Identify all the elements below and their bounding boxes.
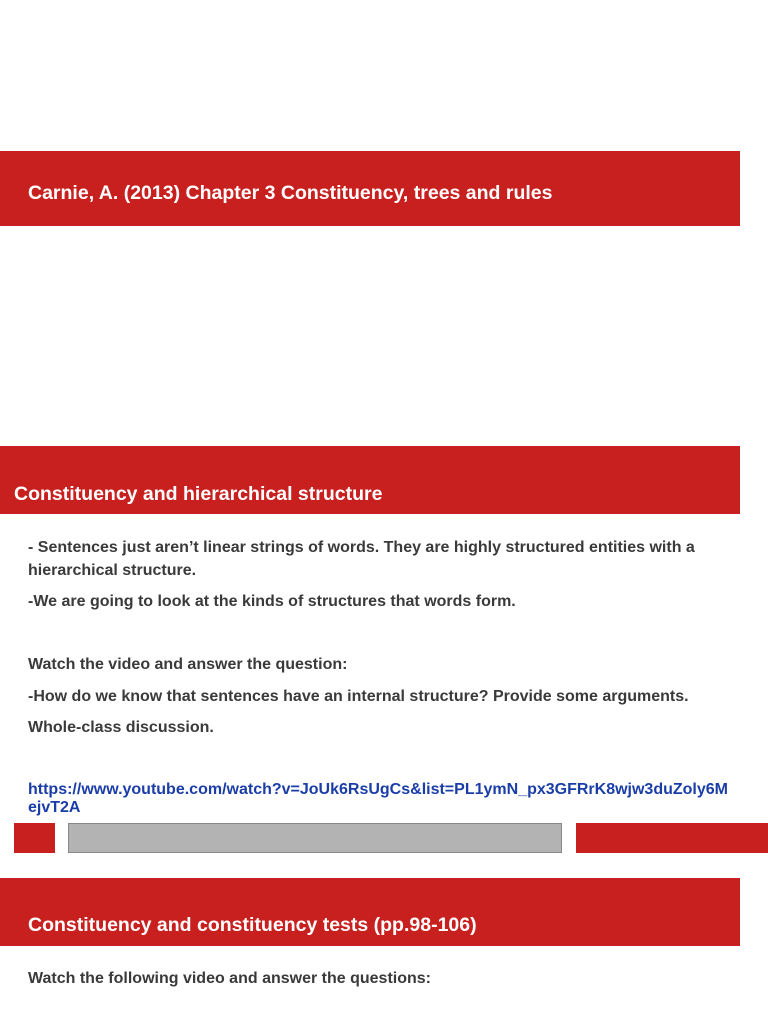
paragraph-structures: -We are going to look at the kinds of structures that words form. [28, 593, 516, 610]
paragraph-discussion: Whole-class discussion. [28, 719, 214, 736]
section-title: Constituency and hierarchical structure [14, 482, 383, 505]
paragraph-watch-video: Watch the video and answer the question: [28, 656, 348, 673]
paragraph-sentences: - Sentences just aren’t linear strings of words. They are highly structured entities with a hierarchical structure. [28, 539, 695, 579]
section-banner-chapter [0, 151, 740, 226]
section-banner-hierarchical-structure [0, 446, 740, 514]
paragraph-watch-following-video: Watch the following video and answer the questions: [28, 970, 431, 987]
video-player-bar[interactable] [68, 823, 562, 853]
section-title: Constituency and constituency tests (pp.98-106) [28, 913, 477, 936]
section-title: Carnie, A. (2013) Chapter 3 Constituency, trees and rules [28, 182, 553, 204]
paragraph-question: -How do we know that sentences have an internal structure? Provide some arguments. [28, 688, 689, 705]
section-banner-constituency-tests [0, 878, 740, 946]
video-link[interactable]: https://www.youtube.com/watch?v=JoUk6RsUgCs&list=PL1ymN_px3GFRrK8wjw3duZoly6MejvT2A [28, 781, 728, 816]
video-player-left-block [14, 823, 55, 853]
video-player-right-block [576, 823, 768, 853]
